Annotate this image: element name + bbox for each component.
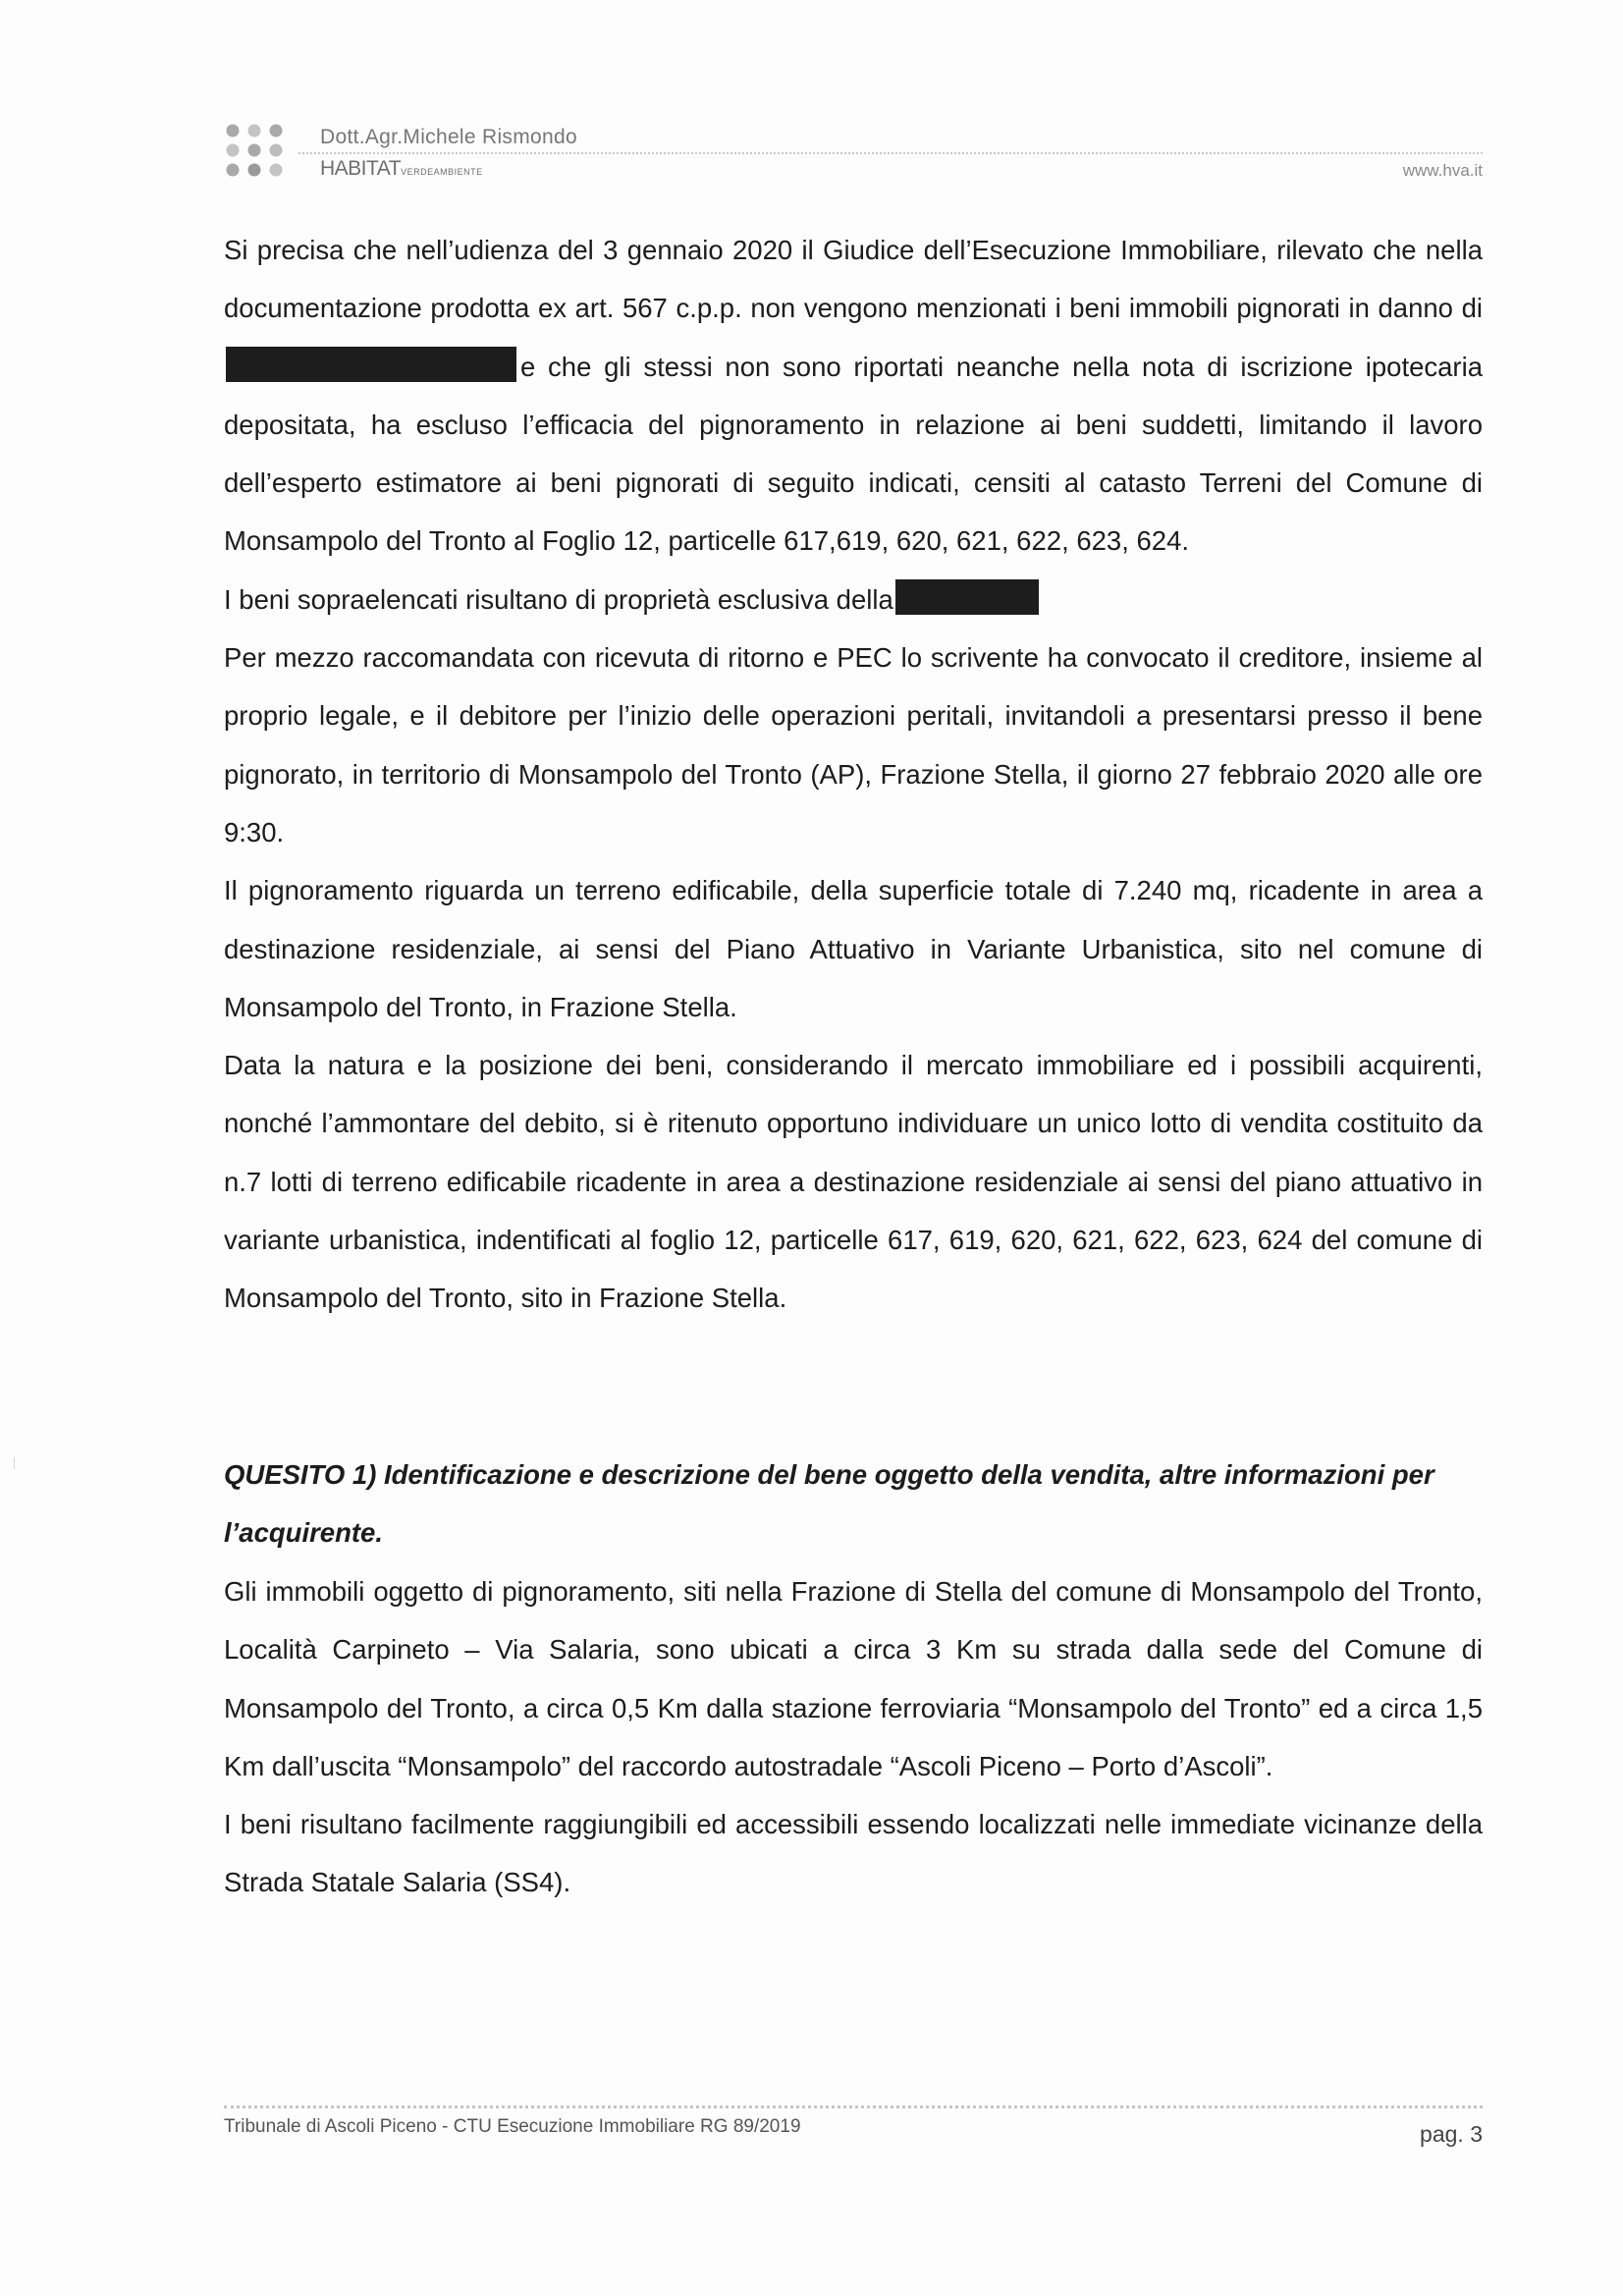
intro-paragraphs [224,221,1483,1328]
studio-name-sub: VERDEAMBIENTE [401,167,483,177]
redacted-owner-box [895,579,1039,615]
redacted-name-box [226,347,516,382]
author-name: Dott.Agr.Michele Rismondo [320,126,577,148]
section-heading-quesito-1: QUESITO 1) Identificazione e descrizione del bene oggetto della vendita, altre informazioni per l’acquirente. [224,1459,1434,1549]
paragraph-court-hearing-part1: Si precisa che nell’udienza del 3 gennaio 2020 il Giudice dell’Esecuzione Immobiliare, rilevato che nella documentazione prodotta ex art. 567 c.p.p. non vengono menzionati i beni immobili pignorati in danno di [224,235,1483,324]
paragraph-single-lot: Data la natura e la posizione dei beni, considerando il mercato immobiliare ed i possibili acquirenti, nonché l’ammontare del debito, si è ritenuto opportuno individuare un unico lotto di vendita costituito da n.7 lotti di terreno edificabile ricadente in area a destinazione residenziale ai sensi del piano attuativo in variante urbanistica, indentificati al foglio 12, particelle 617, 619, 620, 621, 622, 623, 624 del comune di Monsampolo del Tronto, sito in Frazione Stella. [224,1050,1483,1314]
paragraph-convocation: Per mezzo raccomandata con ricevuta di ritorno e PEC lo scrivente ha convocato il creditore, insieme al proprio legale, e il debitore per l’inizio delle operazioni peritali, invitandoli a presentarsi presso il bene pignorato, in territorio di Monsampolo del Tronto (AP), Frazione Stella, il giorno 27 febbraio 2020 alle ore 9:30. [224,642,1483,847]
paragraph-court-hearing-part2: e che gli stessi non sono riportati neanche nella nota di iscrizione ipotecaria depositata, ha escluso l’efficacia del pignoramento in relazione ai beni suddetti, limitando il lavoro dell’esperto estimatore ai beni pignorati di seguito indicati, censiti al catasto Terreni del Comune di Monsampolo del Tronto al Foglio 12, particelle 617,619, 620, 621, 622, 623, 624. [224,351,1483,557]
scan-margin-mark [14,1457,15,1469]
paragraph-ownership-text: I beni sopraelencati risultano di proprietà esclusiva della [224,583,893,615]
footer-case-reference: Tribunale di Ascoli Piceno - CTU Esecuzione Immobiliare RG 89/2019 [224,2116,801,2137]
paragraph-court-hearing [224,221,1483,571]
paragraph-ownership [224,571,1483,629]
page-footer [224,2105,1483,2164]
page-header [224,116,1483,187]
paragraph-accessibility: I beni risultano facilmente raggiungibili ed accessibili essendo localizzati nelle immediate vicinanze della Strada Statale Salaria (SS4). [224,1809,1483,1898]
header-divider [298,152,1483,154]
paragraph-property-area: Il pignoramento riguarda un terreno edificabile, della superficie totale di 7.240 mq, ricadente in area a destinazione residenziale, ai sensi del Piano Attuativo in Variante Urbanistica, sito nel comune di Monsampolo del Tronto, in Frazione Stella. [224,875,1483,1022]
studio-name [320,157,483,181]
paragraph-location: Gli immobili oggetto di pignoramento, siti nella Frazione di Stella del comune di Monsampolo del Tronto, Località Carpineto – Via Salaria, sono ubicati a circa 3 Km su strada dalla sede del Comune di Monsampolo del Tronto, a circa 0,5 Km dalla stazione ferroviaria “Monsampolo del Tronto” ed a circa 1,5 Km dall’uscita “Monsampolo” del raccordo autostradale “Ascoli Piceno – Porto d’Ascoli”. [224,1576,1483,1781]
website-url: www.hva.it [1402,161,1483,180]
section-paragraphs [224,1562,1483,1912]
studio-name-main: HABITAT [320,157,402,180]
logo-dots-icon [224,122,289,179]
footer-divider [224,2105,1483,2108]
page-number: pag. 3 [1420,2121,1483,2147]
